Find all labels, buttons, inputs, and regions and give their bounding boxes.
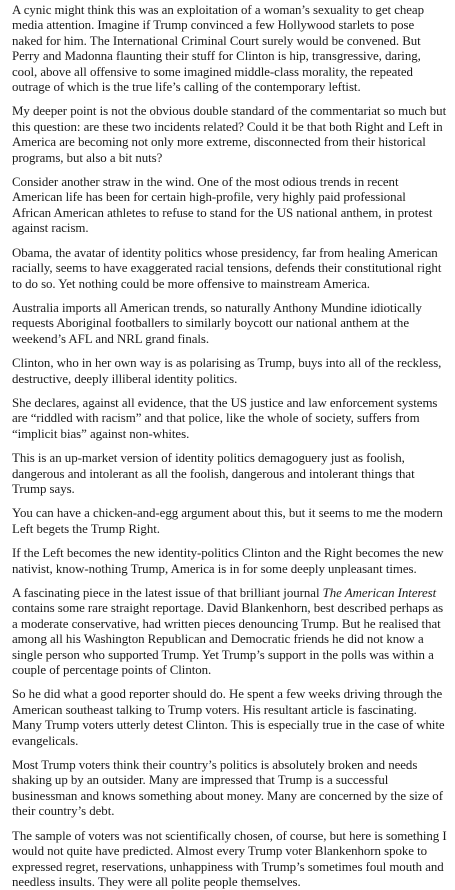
paragraph-6: Clinton, who in her own way is as polarising as Trump, buys into all of the reckless, destructive, deeply illiberal identity politics.: [12, 356, 442, 386]
paragraph-11-text-after: contains some rare straight reportage. David Blankenhorn, best described perhaps as a moderate conservative, had written pieces denouncing Trump. But he realised that among all his Washington Republican and Democratic friends he did not know a single person who supported Trump. Yet Trump’s support in the polls was within a couple of percentage points of Clinton.: [12, 601, 444, 678]
paragraph-11: [12, 586, 447, 678]
paragraph-12: So he did what a good reporter should do. He spent a few weeks driving through the American southeast talking to Trump voters. His resultant article is fascinating. Many Trump voters utterly detest Clinton. This is especially true in the case of white evangelicals.: [12, 687, 445, 748]
paragraph-13: Most Trump voters think their country’s politics is absolutely broken and needs shaking up by an outsider. Many are impressed that Trump is a successful businessman and knows something about money. Many are concerned by the size of their country’s debt.: [12, 758, 443, 819]
paragraph-2: My deeper point is not the obvious double standard of the commentariat so much but this question: are these two incidents related? Could it be that both Right and Left in America are becoming not only more extreme, disconnected from their historical programs, but also a bit nuts?: [12, 104, 447, 165]
paragraph-4: Obama, the avatar of identity politics whose presidency, far from healing American racially, seems to have exaggerated racial tensions, defends their constitutional right to do so. Yet nothing could be more offensive to mainstream America.: [12, 245, 442, 291]
paragraph-5: Australia imports all American trends, so naturally Anthony Mundine idiotically requests Aboriginal footballers to similarly boycott our national anthem at the weekend’s AFL and NRL grand finals.: [12, 300, 422, 346]
paragraph-10: If the Left becomes the new identity-politics Clinton and the Right becomes the new nativist, know-nothing Trump, America is in for some deeply unpleasant times.: [12, 546, 444, 576]
paragraph-11-text-before: A fascinating piece in the latest issue of that brilliant journal: [12, 586, 323, 600]
journal-title: The American Interest: [322, 586, 437, 600]
paragraph-8: This is an up-market version of identity politics demagoguery just as foolish, dangerous and intolerant as all the foolish, dangerous and intolerant things that Trump says.: [12, 451, 415, 496]
paragraph-7: She declares, against all evidence, that the US justice and law enforcement systems are “riddled with racism” and that police, like the whole of society, suffers from “implicit bias” against non-whites.: [12, 395, 438, 441]
paragraph-1: A cynic might think this was an exploitation of a woman’s sexuality to get cheap media attention. Imagine if Trump convinced a few Hollywood starlets to pose naked for him. The International Criminal Court surely would be convened. But Perry and Madonna flaunting their stuff for Clinton is hip, transgressive, daring, cool, above all offensive to some imagined middle-class morality, the repeated outrage of which is the true life’s calling of the contemporary leftist.: [12, 3, 424, 95]
paragraph-14: The sample of voters was not scientifically chosen, of course, but here is something I would not quite have predicted. Almost every Trump voter Blankenhorn spoke to expressed regret, reservations, unhappiness with Trump’s sometimes foul mouth and needless insults. They were all polite people themselves.: [12, 828, 447, 889]
paragraph-9: You can have a chicken-and-egg argument about this, but it seems to me the modern Left begets the Trump Right.: [12, 506, 443, 536]
paragraph-3: Consider another straw in the wind. One of the most odious trends in recent American life has been for certain high-profile, very highly paid professional African American athletes to refuse to stand for the US national anthem, in protest against racism.: [12, 175, 433, 236]
